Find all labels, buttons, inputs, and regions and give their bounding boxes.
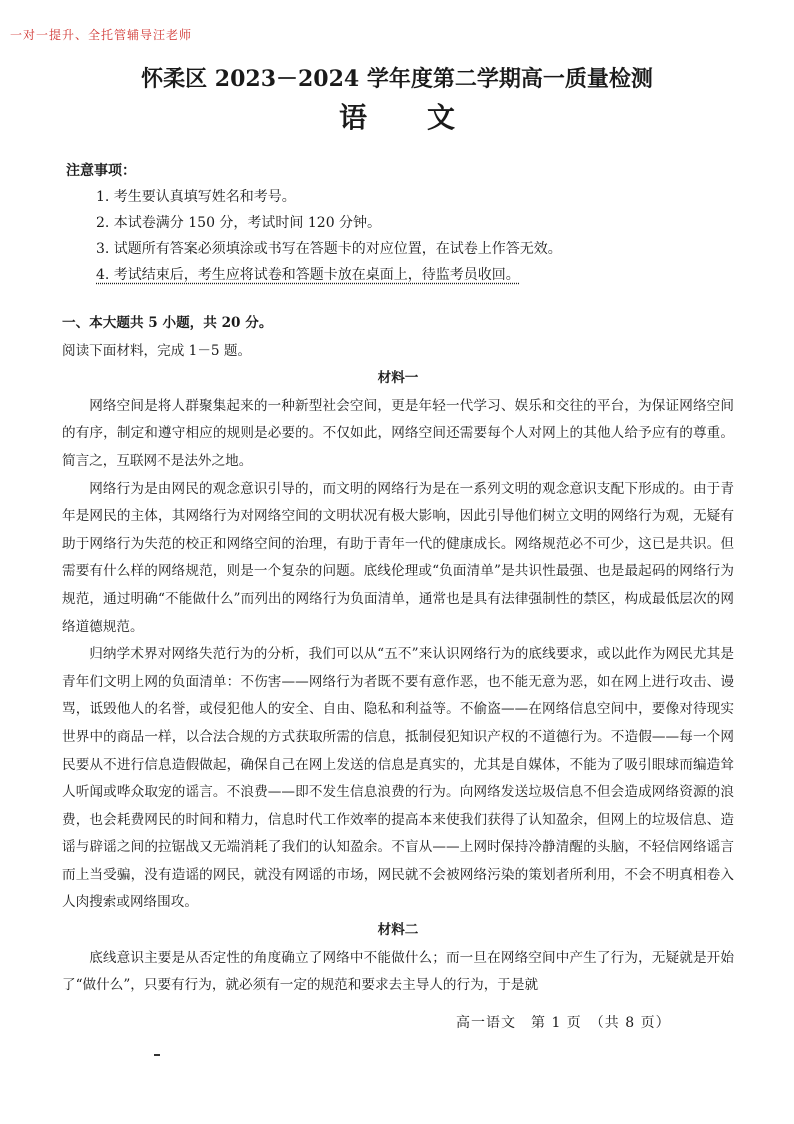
section-heading: 一、本大题共 5 小题，共 20 分。 <box>62 315 273 331</box>
notice-block <box>66 158 736 288</box>
material1-paragraph-3: 归纳学术界对网络失范行为的分析，我们可以从“五不”来认识网络行为的底线要求，或以此作为网民尤其是青年们文明上网的负面清单：不伤害——网络行为者既不要有意作恶，也不能无意为恶，如在网上进行攻击、谩骂，诋毁他人的名誉，或侵犯他人的安全、自由、隐私和利益等。不偷盗——在网络信息空间中，要像对待现实世界中的商品一样，以合法合规的方式获取所需的信息，抵制侵犯知识产权的不道德行为。不造假——每一个网民要从不进行信息造假做起，确保自己在网上发送的信息是真实的，尤其是自媒体，不能为了吸引眼球而编造耸人听闻或哗众取宠的谣言。不浪费——即不发生信息浪费的行为。向网络发送垃圾信息不但会造成网络资源的浪费，也会耗费网民的时间和精力，信息时代工作效率的提高本来使我们获得了认知盈余，但网上的垃圾信息、造谣与辟谣之间的拉锯战又无端消耗了我们的认知盈余。不盲从——上网时保持冷静清醒的头脑，不轻信网络谣言而上当受骗，没有造谣的网民，就没有网谣的市场，网民就不会被网络污染的策划者所利用，不会不明真相卷入人肉搜索或网络围攻。 <box>62 646 734 911</box>
section-content <box>62 310 734 1000</box>
material1-paragraph-1: 网络空间是将人群聚集起来的一种新型社会空间，更是年轻一代学习、娱乐和交往的平台，为保证网络空间的有序，制定和遵守相应的规则是必要的。不仅如此，网络空间还需要每个人对网上的其他人给予应有的尊重。简言之，互联网不是法外之地。 <box>62 397 734 469</box>
notice-heading: 注意事项： <box>66 163 136 179</box>
subject-title: 语文 <box>338 101 515 134</box>
material1-paragraph-2: 网络行为是由网民的观念意识引导的，而文明的网络行为是在一系列文明的观念意识支配下形成的。由于青年是网民的主体，其网络行为对网络空间的文明状况有极大影响，因此引导他们树立文明的网络行为观，无疑有助于网络行为失范的校正和网络空间的治理，有助于青年一代的健康成长。网络规范必不可少，这已是共识。但需要有什么样的网络规范，则是一个复杂的问题。底线伦理或“负面清单”是共识性最强、也是最起码的网络行为规范，通过明确“不能做什么”而列出的网络行为负面清单，通常也是具有法律强制性的禁区，构成最低层次的网络道德规范。 <box>62 480 734 635</box>
notice-item-4: 4. 考试结束后，考生应将试卷和答题卡放在桌面上，待监考员收回。 <box>96 267 520 283</box>
material2-paragraph-1: 底线意识主要是从否定性的角度确立了网络中不能做什么；而一旦在网络空间中产生了行为，无疑就是开始了“做什么”，只要有行为，就必须有一定的规范和要求去主导人的行为，于是就 <box>62 949 734 994</box>
material1-title: 材料一 <box>377 370 419 387</box>
watermark-text: 一对一提升、全托管辅导汪老师 <box>10 28 193 42</box>
notice-item-3: 3. 试题所有答案必须填涂或书写在答题卡的对应位置，在试卷上作答无效。 <box>96 241 562 257</box>
section-instruction: 阅读下面材料，完成 1－5 题。 <box>62 342 252 359</box>
page-footer: 高一语文 第 1 页 （共 8 页） <box>456 1015 671 1031</box>
material2-title: 材料二 <box>377 922 419 939</box>
scan-mark <box>154 1054 160 1056</box>
exam-title: 怀柔区 2023－2024 学年度第二学期高一质量检测 <box>141 66 653 92</box>
notice-item-2: 2. 本试卷满分 150 分，考试时间 120 分钟。 <box>96 215 382 231</box>
notice-item-1: 1. 考生要认真填写姓名和考号。 <box>96 189 296 205</box>
